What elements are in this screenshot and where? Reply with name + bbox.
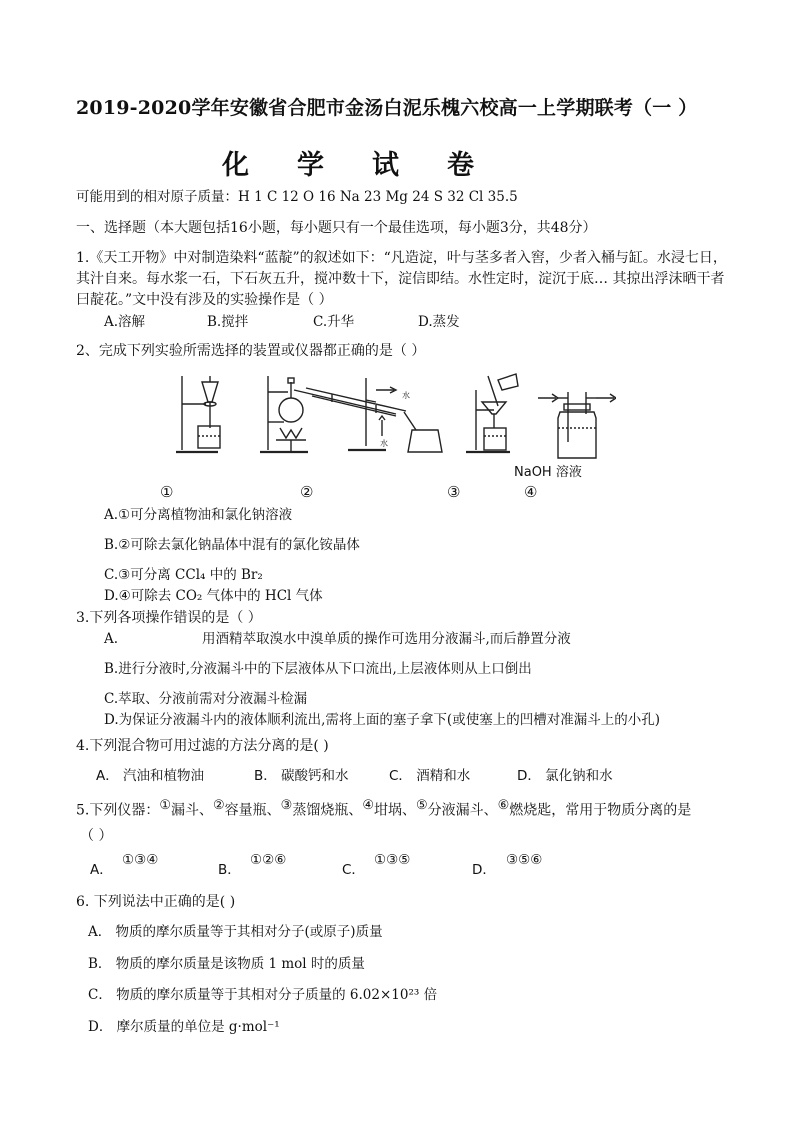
q5-item-3-num: ③ [280,798,293,813]
q3-option-d: D.为保证分液漏斗内的液体顺利流出,需将上面的塞子拿下(或使塞上的凹槽对准漏斗上的小孔) [104,712,660,728]
q5-option-d-letter: D． [472,862,496,878]
water-out-label: 水 [380,439,388,448]
q6-stem: 6. 下列说法中正确的是( ) [76,894,236,910]
q1-option-b: B.搅拌 [207,314,249,330]
q5-item-6-text: 燃烧匙，常用于物质分离的是 [509,802,692,819]
filtration-apparatus [466,374,518,452]
gas-washing-bottle [538,392,616,458]
q5-option-c-value: ①③⑤ [374,852,411,868]
q4-option-a: A． 汽油和植物油 [96,768,205,784]
q5-option-b-letter: B． [218,862,241,878]
distillation-apparatus [260,376,442,452]
q2-option-d: D.④可除去 CO₂ 气体中的 HCl 气体 [104,588,323,604]
q5-item-1-text: 漏斗、 [171,802,214,819]
figure-label-2: ② [300,483,314,501]
q3-option-b: B.进行分液时,分液漏斗中的下层液体从下口流出,上层液体则从上口倒出 [104,661,532,677]
q5-stem [76,797,691,820]
q5-stem-prefix: 5.下列仪器： [76,802,160,819]
section-heading: 一、选择题（本大题包括16小题，每小题只有一个最佳选项，每小题3分，共48分） [76,220,597,236]
q4-option-c: C． 酒精和水 [389,768,471,784]
q1-line2: 其汁自来。每水浆一石，下石灰五升，搅冲数十下，淀信即结。水性定时，淀沉于底… 其掠出浮沫晒干者 [76,271,725,287]
separatory-funnel-apparatus [176,376,220,452]
q6-option-a: A． 物质的摩尔质量等于其相对分子(或原子)质量 [88,924,383,940]
figure-label-3: ③ [447,483,461,501]
q5-paren: （ ） [80,828,113,844]
figure-label-4: ④ [524,483,538,501]
water-in-label: 水 [402,391,410,400]
q3-option-a-letter: A. [104,631,119,647]
naoh-label: NaOH 溶液 [514,465,582,480]
q6-option-d: D． 摩尔质量的单位是 g·mol⁻¹ [88,1019,280,1035]
subject-title: 化学试卷 [222,150,522,181]
apparatus-figure [176,372,616,482]
q5-option-a-letter: A． [90,862,113,878]
q5-item-6-num: ⑥ [497,798,510,813]
exam-title: 2019-2020学年安徽省合肥市金汤白泥乐槐六校高一上学期联考（一 ） [76,97,698,119]
q2-option-a: A.①可分离植物油和氯化钠溶液 [104,507,293,523]
q5-item-2-text: 容量瓶、 [224,802,281,819]
q1-option-c: C.升华 [313,314,355,330]
atomic-masses: 可能用到的相对原子质量：H 1 C 12 O 16 Na 23 Mg 24 S 32 Cl 35.5 [76,189,518,205]
q5-option-b-value: ①②⑥ [250,852,287,868]
q5-item-1-num: ① [159,798,172,813]
q5-option-c-letter: C． [342,862,365,878]
q2-option-b: B.②可除去氯化钠晶体中混有的氯化铵晶体 [104,537,360,553]
q5-option-a-value: ①③④ [122,852,159,868]
q6-option-c: C． 物质的摩尔质量等于其相对分子质量的 6.02×10²³ 倍 [88,987,438,1003]
q5-item-5-text: 分液漏斗、 [427,802,498,819]
q1-line3: 曰靛花。”文中没有涉及的实验操作是（ ） [76,292,333,308]
q5-item-4-num: ④ [362,798,374,813]
q2-stem: 2、完成下列实验所需选择的装置或仪器都正确的是（ ） [76,343,426,359]
q3-option-c: C.萃取、分液前需对分液漏斗检漏 [104,691,308,707]
q3-option-a-text: 用酒精萃取溴水中溴单质的操作可选用分液漏斗,而后静置分液 [202,631,571,647]
q4-stem: 4.下列混合物可用过滤的方法分离的是( ) [76,738,329,754]
q1-option-a: A.溶解 [104,314,146,330]
figure-label-1: ① [160,483,174,501]
q5-option-d-value: ③⑤⑥ [506,852,543,868]
q5-item-4-text: 坩埚、 [373,802,416,819]
q6-option-b: B． 物质的摩尔质量是该物质 1 mol 时的质量 [88,956,365,972]
q1-option-d: D.蒸发 [418,314,460,330]
q5-item-3-text: 蒸馏烧瓶、 [292,802,363,819]
q1-line1: 1.《天工开物》中对制造染料“蓝靛”的叙述如下：“凡造淀，叶与茎多者入窖，少者入桶与缸。水浸七日， [76,250,727,266]
q2-option-c: C.③可分离 CCl₄ 中的 Br₂ [104,567,263,583]
q3-stem: 3.下列各项操作错误的是（ ） [76,610,262,626]
q4-option-d: D． 氯化钠和水 [517,768,613,784]
q4-option-b: B． 碳酸钙和水 [254,768,349,784]
q5-item-2-num: ② [213,798,225,813]
q5-item-5-num: ⑤ [415,798,428,813]
